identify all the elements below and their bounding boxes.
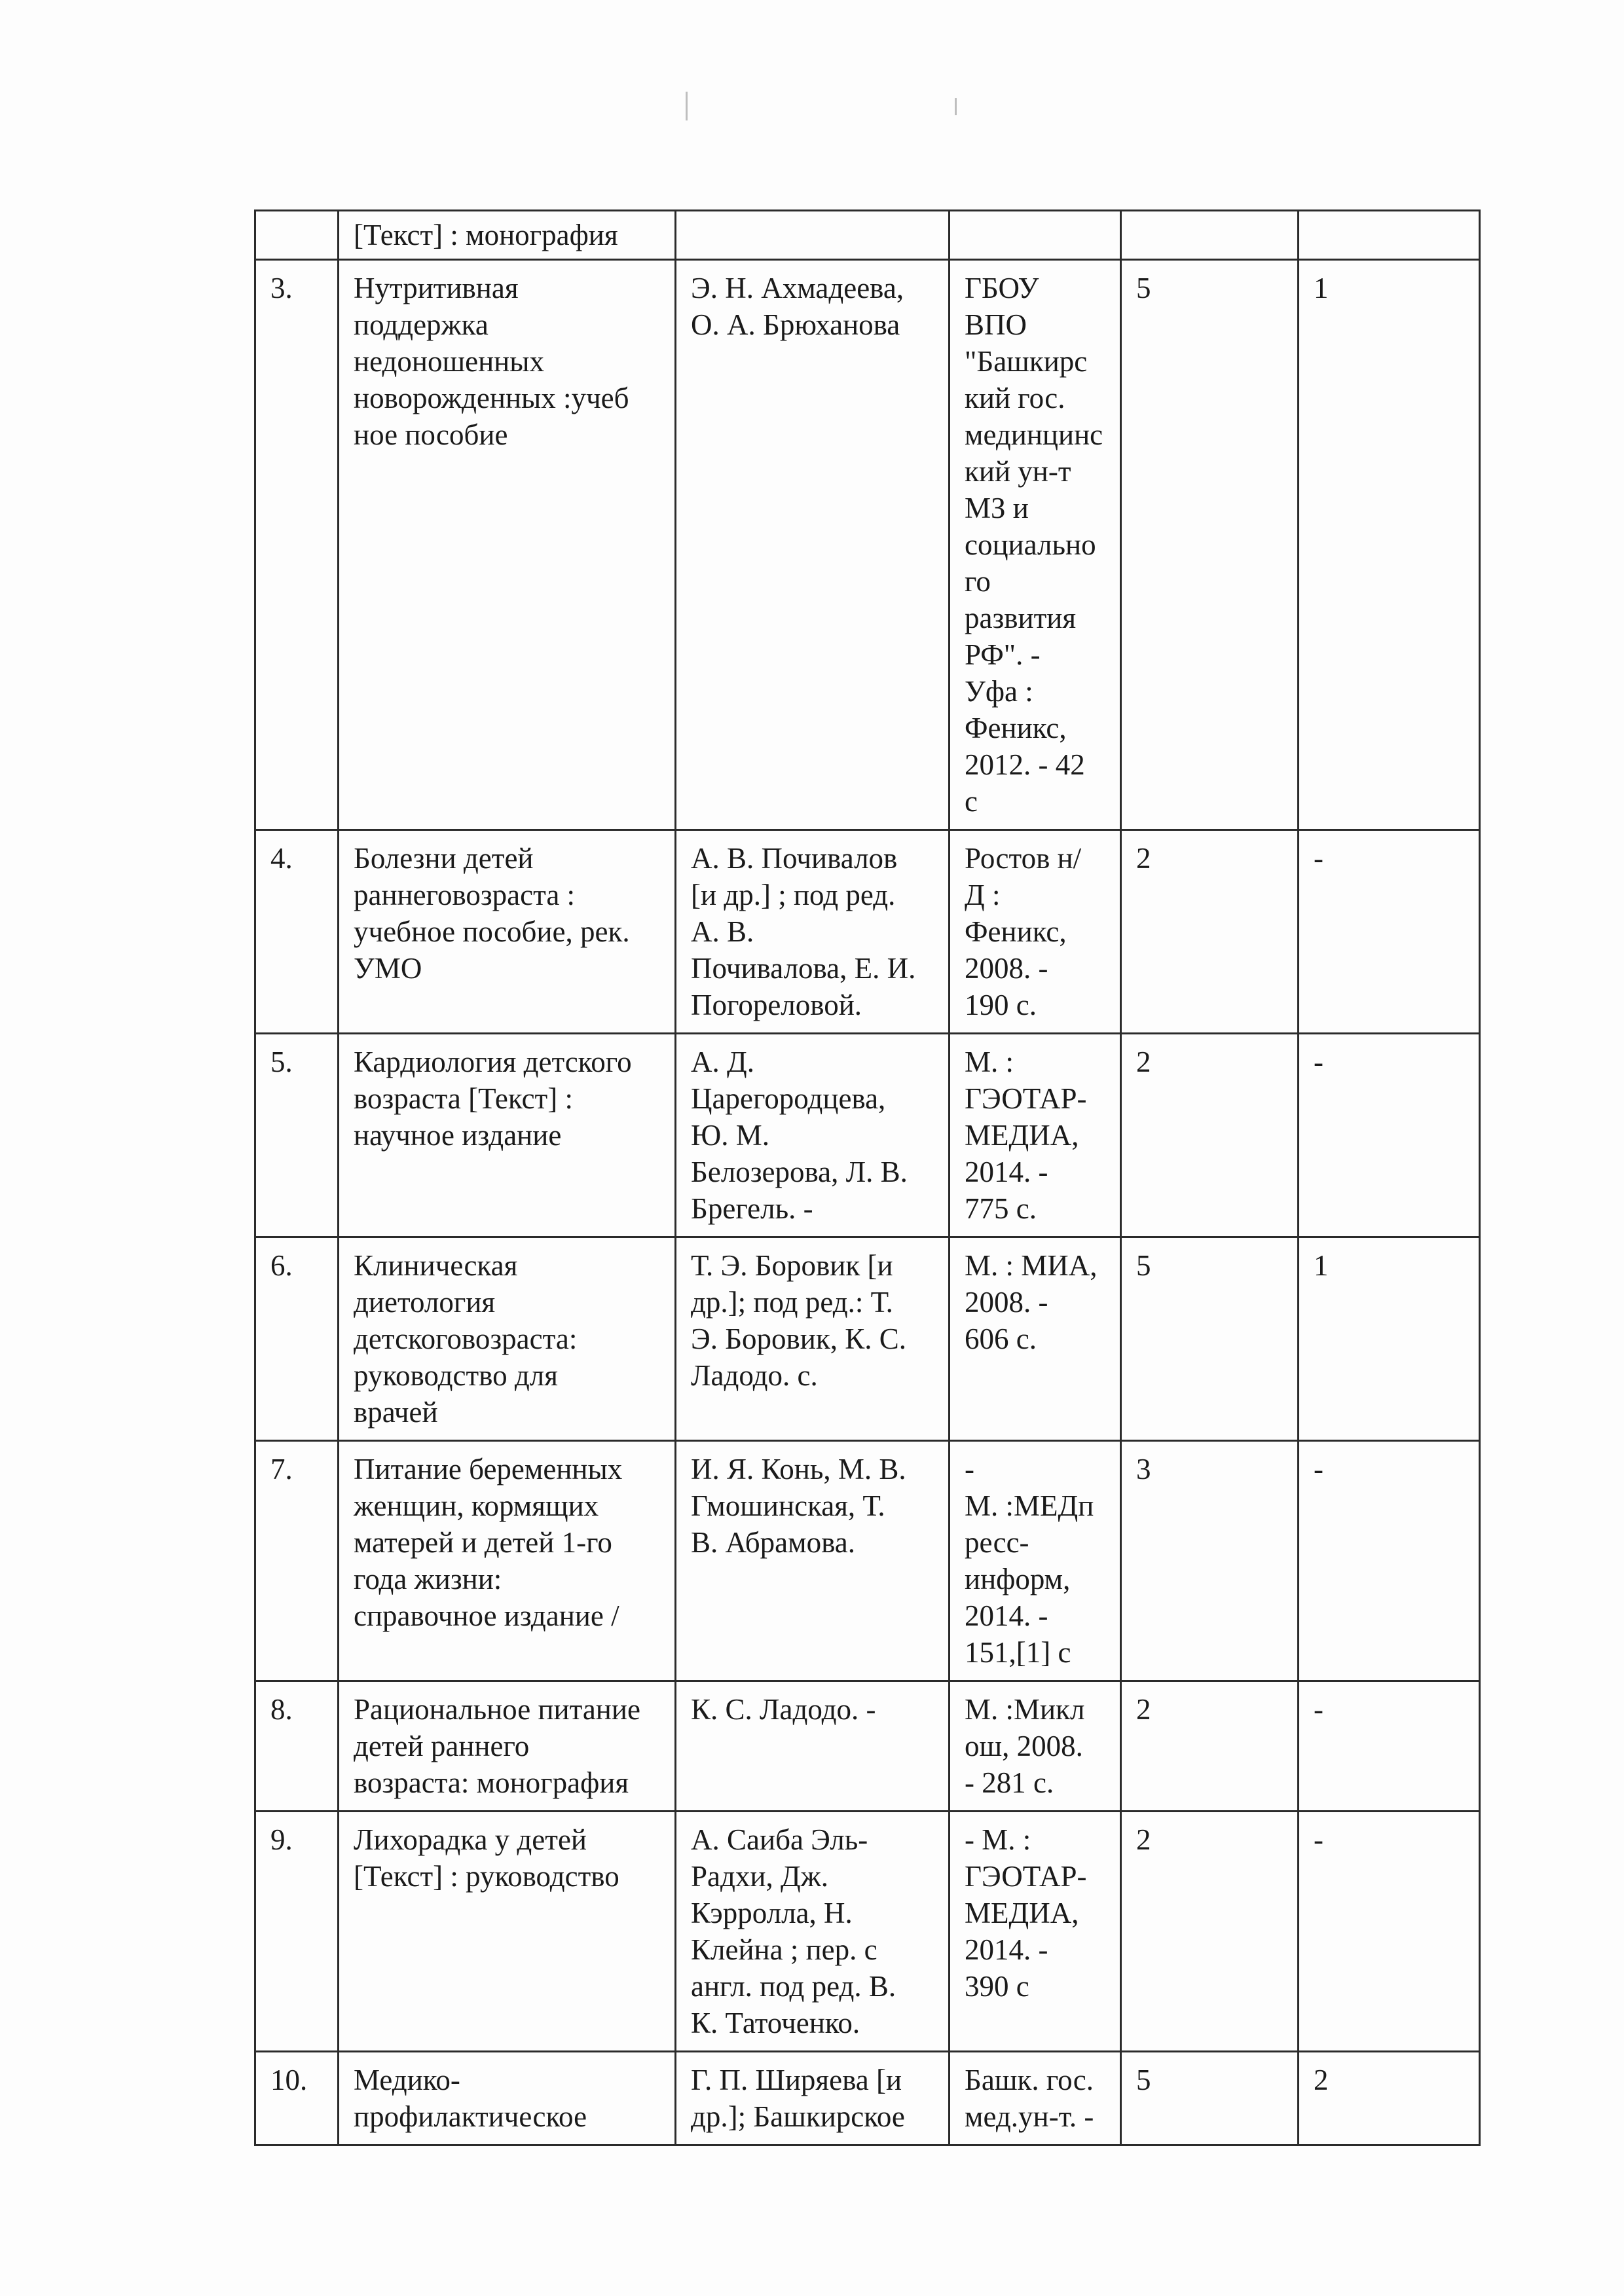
cell-count-library: 2 [1121, 1812, 1299, 2052]
cell-publisher: М. : ГЭОТАР- МЕДИА, 2014. - 775 с. [950, 1034, 1121, 1237]
table-row [255, 1812, 1480, 2052]
table-row-continued [255, 211, 1480, 260]
cell-authors: К. С. Ладодо. - [676, 1681, 950, 1812]
cell-authors: Г. П. Ширяева [и др.]; Башкирское [676, 2052, 950, 2145]
cell-number: 7. [255, 1441, 339, 1681]
cell-count-department: 2 [1299, 2052, 1480, 2145]
cell-count-library [1121, 211, 1299, 260]
cell-title: Питание беременных женщин, кормящих матерей и детей 1-го года жизни: справочное издание / [339, 1441, 676, 1681]
cell-title: Медико- профилактическое [339, 2052, 676, 2145]
cell-publisher: ГБОУ ВПО "Башкирс кий гос. мединцинс кий ун-т МЗ и социально го развития РФ". - Уфа : Феникс, 2012. - 42 с [950, 260, 1121, 830]
cell-number: 5. [255, 1034, 339, 1237]
table-row [255, 1237, 1480, 1441]
literature-table [254, 210, 1481, 2146]
cell-title: Болезни детей раннеговозраста : учебное пособие, рек. УМО [339, 830, 676, 1034]
cell-publisher: - М. :МЕДп ресс- информ, 2014. - 151,[1] с [950, 1441, 1121, 1681]
cell-count-department: 1 [1299, 1237, 1480, 1441]
cell-authors: Э. Н. Ахмадеева, О. А. Брюханова [676, 260, 950, 830]
cell-title: Рациональное питание детей раннего возраста: монография [339, 1681, 676, 1812]
cell-publisher: Ростов н/ Д : Феникс, 2008. - 190 с. [950, 830, 1121, 1034]
cell-count-department: - [1299, 1441, 1480, 1681]
table-row [255, 260, 1480, 830]
cell-count-library: 2 [1121, 830, 1299, 1034]
cell-publisher: М. :Микл ош, 2008. - 281 с. [950, 1681, 1121, 1812]
cell-authors: Т. Э. Боровик [и др.]; под ред.: Т. Э. Боровик, К. С. Ладодо. с. [676, 1237, 950, 1441]
scan-artifact [686, 92, 688, 120]
cell-count-department: - [1299, 1034, 1480, 1237]
cell-count-department [1299, 211, 1480, 260]
cell-number: 6. [255, 1237, 339, 1441]
cell-count-department: 1 [1299, 260, 1480, 830]
cell-count-library: 2 [1121, 1034, 1299, 1237]
cell-number: 9. [255, 1812, 339, 2052]
table-row [255, 1034, 1480, 1237]
cell-count-department: - [1299, 1812, 1480, 2052]
cell-title: Лихорадка у детей [Текст] : руководство [339, 1812, 676, 2052]
table-row [255, 2052, 1480, 2145]
cell-publisher: М. : МИА, 2008. - 606 с. [950, 1237, 1121, 1441]
cell-count-library: 3 [1121, 1441, 1299, 1681]
cell-authors: А. Д. Царегородцева, Ю. М. Белозерова, Л. В. Брегель. - [676, 1034, 950, 1237]
cell-authors: И. Я. Конь, М. В. Гмошинская, Т. В. Абрамова. [676, 1441, 950, 1681]
cell-count-library: 5 [1121, 1237, 1299, 1441]
table-row [255, 1441, 1480, 1681]
literature-table-wrapper [254, 210, 1479, 2146]
cell-number: 3. [255, 260, 339, 830]
scan-artifact [955, 98, 957, 115]
cell-title: [Текст] : монография [339, 211, 676, 260]
cell-title: Клиническая диетология детскоговозраста: руководство для врачей [339, 1237, 676, 1441]
cell-count-library: 5 [1121, 2052, 1299, 2145]
cell-title: Кардиология детского возраста [Текст] : научное издание [339, 1034, 676, 1237]
table-row [255, 830, 1480, 1034]
cell-authors [676, 211, 950, 260]
cell-number [255, 211, 339, 260]
cell-count-library: 5 [1121, 260, 1299, 830]
cell-number: 8. [255, 1681, 339, 1812]
cell-count-library: 2 [1121, 1681, 1299, 1812]
cell-count-department: - [1299, 830, 1480, 1034]
cell-publisher [950, 211, 1121, 260]
cell-title: Нутритивная поддержка недоношенных новорожденных :учеб ное пособие [339, 260, 676, 830]
cell-publisher: - М. : ГЭОТАР- МЕДИА, 2014. - 390 с [950, 1812, 1121, 2052]
cell-number: 10. [255, 2052, 339, 2145]
table-row [255, 1681, 1480, 1812]
cell-authors: А. В. Почивалов [и др.] ; под ред. А. В. Почивалова, Е. И. Погореловой. [676, 830, 950, 1034]
cell-number: 4. [255, 830, 339, 1034]
cell-authors: А. Саиба Эль- Радхи, Дж. Кэрролла, Н. Клейна ; пер. с англ. под ред. В. К. Таточенко. [676, 1812, 950, 2052]
cell-count-department: - [1299, 1681, 1480, 1812]
cell-publisher: Башк. гос. мед.ун-т. - [950, 2052, 1121, 2145]
